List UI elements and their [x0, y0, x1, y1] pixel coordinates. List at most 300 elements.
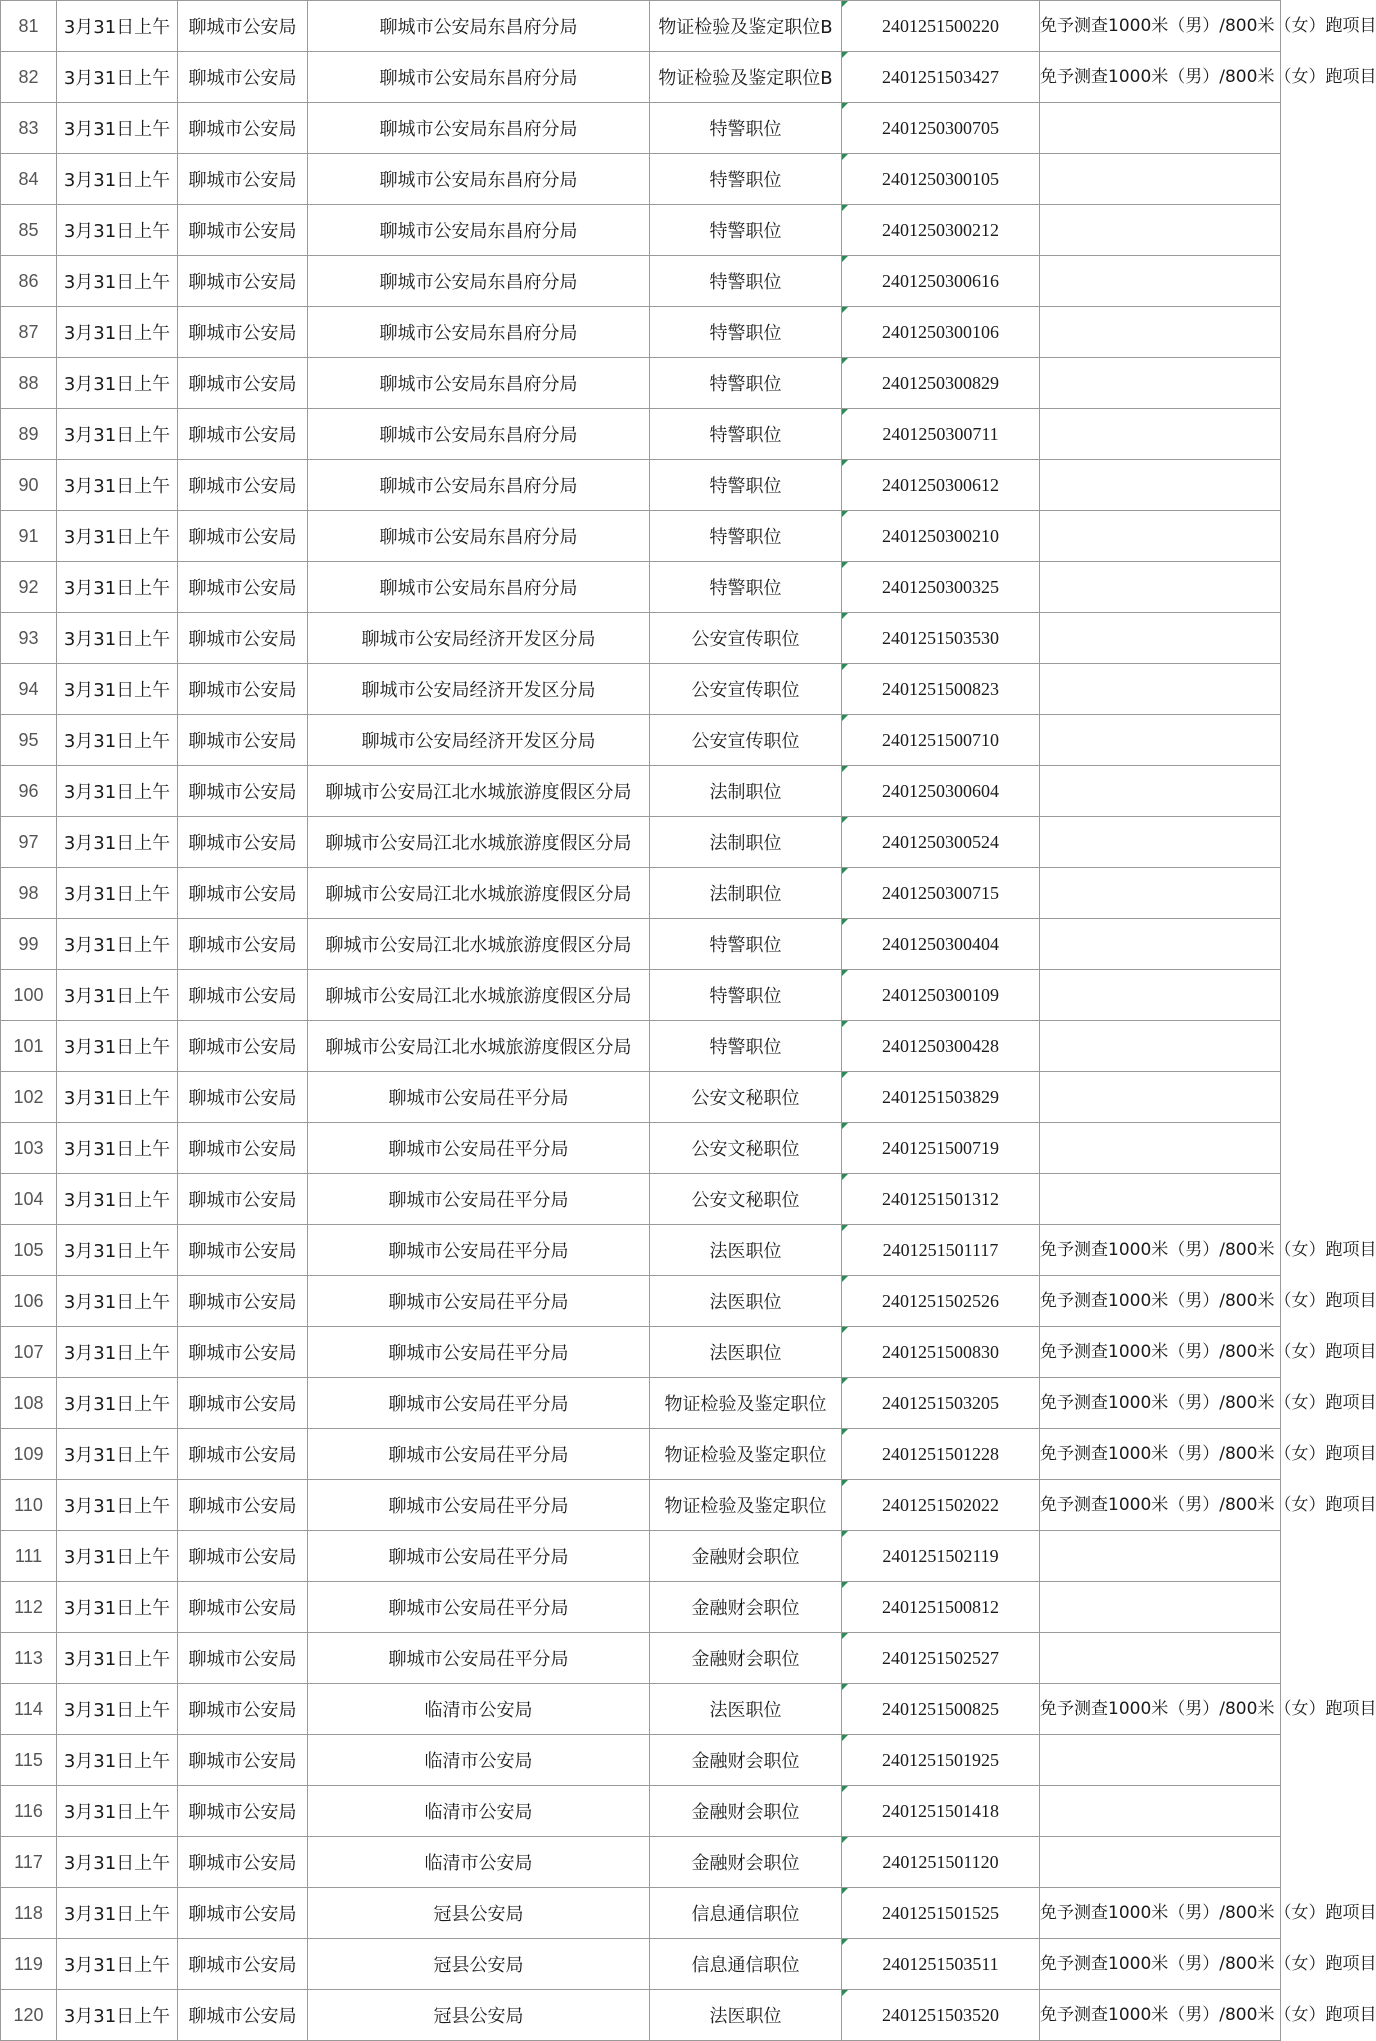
cell-note[interactable]: 免予测查1000米（男）/800米（女）跑项目 — [1040, 52, 1281, 103]
row-number[interactable]: 113 — [1, 1633, 57, 1684]
cell-date[interactable]: 3月31日上午 — [57, 1684, 178, 1735]
cell-unit[interactable]: 聊城市公安局经济开发区分局 — [308, 613, 650, 664]
cell-note[interactable] — [1040, 1021, 1281, 1072]
cell-ticket-number[interactable] — [842, 511, 1040, 562]
cell-date[interactable]: 3月31日上午 — [57, 1735, 178, 1786]
cell-date[interactable]: 3月31日上午 — [57, 256, 178, 307]
cell-date[interactable]: 3月31日上午 — [57, 1531, 178, 1582]
cell-unit[interactable]: 聊城市公安局茌平分局 — [308, 1276, 650, 1327]
table-row[interactable] — [1, 1480, 1281, 1531]
cell-note[interactable]: 免予测查1000米（男）/800米（女）跑项目 — [1040, 1225, 1281, 1276]
cell-note[interactable] — [1040, 1123, 1281, 1174]
cell-position[interactable]: 特警职位 — [650, 358, 842, 409]
cell-ticket-number[interactable] — [842, 715, 1040, 766]
cell-unit[interactable]: 聊城市公安局东昌府分局 — [308, 409, 650, 460]
table-row[interactable] — [1, 1072, 1281, 1123]
cell-ticket-number[interactable] — [842, 1327, 1040, 1378]
table-row[interactable] — [1, 1633, 1281, 1684]
cell-bureau[interactable]: 聊城市公安局 — [178, 1735, 308, 1786]
cell-bureau[interactable]: 聊城市公安局 — [178, 307, 308, 358]
cell-position[interactable]: 物证检验及鉴定职位 — [650, 1480, 842, 1531]
row-number[interactable]: 105 — [1, 1225, 57, 1276]
cell-ticket-number[interactable] — [842, 256, 1040, 307]
cell-position[interactable]: 特警职位 — [650, 205, 842, 256]
cell-position[interactable]: 法制职位 — [650, 868, 842, 919]
cell-unit[interactable]: 聊城市公安局东昌府分局 — [308, 256, 650, 307]
cell-position[interactable]: 法医职位 — [650, 1684, 842, 1735]
row-number[interactable]: 109 — [1, 1429, 57, 1480]
cell-date[interactable]: 3月31日上午 — [57, 715, 178, 766]
cell-note[interactable] — [1040, 1735, 1281, 1786]
cell-position[interactable]: 特警职位 — [650, 409, 842, 460]
cell-bureau[interactable]: 聊城市公安局 — [178, 1021, 308, 1072]
cell-unit[interactable]: 聊城市公安局江北水城旅游度假区分局 — [308, 919, 650, 970]
cell-date[interactable]: 3月31日上午 — [57, 613, 178, 664]
row-number[interactable]: 111 — [1, 1531, 57, 1582]
row-number[interactable]: 115 — [1, 1735, 57, 1786]
cell-position[interactable]: 信息通信职位 — [650, 1888, 842, 1939]
cell-ticket-number[interactable] — [842, 1888, 1040, 1939]
row-number[interactable]: 88 — [1, 358, 57, 409]
cell-ticket-number[interactable] — [842, 307, 1040, 358]
cell-unit[interactable]: 临清市公安局 — [308, 1684, 650, 1735]
cell-unit[interactable]: 聊城市公安局经济开发区分局 — [308, 715, 650, 766]
table-row[interactable] — [1, 460, 1281, 511]
cell-date[interactable]: 3月31日上午 — [57, 1990, 178, 2041]
cell-date[interactable]: 3月31日上午 — [57, 919, 178, 970]
cell-date[interactable]: 3月31日上午 — [57, 664, 178, 715]
cell-position[interactable]: 法医职位 — [650, 1276, 842, 1327]
row-number[interactable]: 104 — [1, 1174, 57, 1225]
cell-date[interactable]: 3月31日上午 — [57, 154, 178, 205]
cell-position[interactable]: 特警职位 — [650, 154, 842, 205]
cell-note[interactable] — [1040, 154, 1281, 205]
cell-ticket-number[interactable] — [842, 358, 1040, 409]
cell-ticket-number[interactable] — [842, 409, 1040, 460]
cell-date[interactable]: 3月31日上午 — [57, 409, 178, 460]
cell-note[interactable]: 免予测查1000米（男）/800米（女）跑项目 — [1040, 1378, 1281, 1429]
table-row[interactable] — [1, 1735, 1281, 1786]
cell-bureau[interactable]: 聊城市公安局 — [178, 970, 308, 1021]
cell-ticket-number[interactable] — [842, 1990, 1040, 2041]
table-row[interactable] — [1, 613, 1281, 664]
row-number[interactable]: 118 — [1, 1888, 57, 1939]
cell-position[interactable]: 公安宣传职位 — [650, 715, 842, 766]
cell-unit[interactable]: 聊城市公安局江北水城旅游度假区分局 — [308, 1021, 650, 1072]
cell-note[interactable] — [1040, 664, 1281, 715]
row-number[interactable]: 119 — [1, 1939, 57, 1990]
row-number[interactable]: 83 — [1, 103, 57, 154]
row-number[interactable]: 91 — [1, 511, 57, 562]
cell-bureau[interactable]: 聊城市公安局 — [178, 1837, 308, 1888]
cell-date[interactable]: 3月31日上午 — [57, 1939, 178, 1990]
table-row[interactable] — [1, 205, 1281, 256]
row-number[interactable]: 100 — [1, 970, 57, 1021]
table-row[interactable] — [1, 1123, 1281, 1174]
cell-bureau[interactable]: 聊城市公安局 — [178, 1888, 308, 1939]
row-number[interactable]: 89 — [1, 409, 57, 460]
cell-position[interactable]: 金融财会职位 — [650, 1582, 842, 1633]
cell-bureau[interactable]: 聊城市公安局 — [178, 562, 308, 613]
row-number[interactable]: 103 — [1, 1123, 57, 1174]
table-row[interactable] — [1, 409, 1281, 460]
cell-unit[interactable]: 聊城市公安局茌平分局 — [308, 1327, 650, 1378]
cell-bureau[interactable]: 聊城市公安局 — [178, 1, 308, 52]
table-row[interactable] — [1, 817, 1281, 868]
cell-bureau[interactable]: 聊城市公安局 — [178, 358, 308, 409]
cell-position[interactable]: 特警职位 — [650, 919, 842, 970]
cell-note[interactable] — [1040, 358, 1281, 409]
cell-position[interactable]: 信息通信职位 — [650, 1939, 842, 1990]
cell-unit[interactable]: 临清市公安局 — [308, 1837, 650, 1888]
cell-ticket-number[interactable] — [842, 1429, 1040, 1480]
cell-unit[interactable]: 聊城市公安局茌平分局 — [308, 1633, 650, 1684]
cell-unit[interactable]: 聊城市公安局东昌府分局 — [308, 511, 650, 562]
row-number[interactable]: 94 — [1, 664, 57, 715]
cell-note[interactable] — [1040, 613, 1281, 664]
cell-unit[interactable]: 冠县公安局 — [308, 1939, 650, 1990]
cell-bureau[interactable]: 聊城市公安局 — [178, 1684, 308, 1735]
cell-ticket-number[interactable] — [842, 817, 1040, 868]
table-row[interactable] — [1, 1378, 1281, 1429]
table-row[interactable] — [1, 562, 1281, 613]
cell-position[interactable]: 公安文秘职位 — [650, 1072, 842, 1123]
cell-bureau[interactable]: 聊城市公安局 — [178, 1225, 308, 1276]
cell-ticket-number[interactable] — [842, 1582, 1040, 1633]
cell-note[interactable] — [1040, 919, 1281, 970]
cell-bureau[interactable]: 聊城市公安局 — [178, 52, 308, 103]
cell-date[interactable]: 3月31日上午 — [57, 1888, 178, 1939]
cell-date[interactable]: 3月31日上午 — [57, 1786, 178, 1837]
cell-position[interactable]: 物证检验及鉴定职位 — [650, 1429, 842, 1480]
table-row[interactable] — [1, 1, 1281, 52]
cell-ticket-number[interactable] — [842, 664, 1040, 715]
cell-date[interactable]: 3月31日上午 — [57, 52, 178, 103]
cell-position[interactable]: 金融财会职位 — [650, 1837, 842, 1888]
table-row[interactable] — [1, 919, 1281, 970]
cell-note[interactable]: 免予测查1000米（男）/800米（女）跑项目 — [1040, 1888, 1281, 1939]
cell-unit[interactable]: 聊城市公安局茌平分局 — [308, 1531, 650, 1582]
cell-ticket-number[interactable] — [842, 1939, 1040, 1990]
cell-position[interactable]: 特警职位 — [650, 256, 842, 307]
cell-unit[interactable]: 临清市公安局 — [308, 1786, 650, 1837]
cell-ticket-number[interactable] — [842, 1174, 1040, 1225]
cell-unit[interactable]: 冠县公安局 — [308, 1888, 650, 1939]
cell-date[interactable]: 3月31日上午 — [57, 1429, 178, 1480]
cell-note[interactable]: 免予测查1000米（男）/800米（女）跑项目 — [1040, 1429, 1281, 1480]
row-number[interactable]: 108 — [1, 1378, 57, 1429]
cell-bureau[interactable]: 聊城市公安局 — [178, 664, 308, 715]
cell-note[interactable]: 免予测查1000米（男）/800米（女）跑项目 — [1040, 1939, 1281, 1990]
cell-ticket-number[interactable] — [842, 1021, 1040, 1072]
row-number[interactable]: 93 — [1, 613, 57, 664]
cell-position[interactable]: 特警职位 — [650, 562, 842, 613]
cell-bureau[interactable]: 聊城市公安局 — [178, 1429, 308, 1480]
cell-unit[interactable]: 聊城市公安局江北水城旅游度假区分局 — [308, 970, 650, 1021]
cell-note[interactable] — [1040, 1582, 1281, 1633]
cell-date[interactable]: 3月31日上午 — [57, 460, 178, 511]
cell-unit[interactable]: 冠县公安局 — [308, 1990, 650, 2041]
row-number[interactable]: 87 — [1, 307, 57, 358]
cell-position[interactable]: 法制职位 — [650, 766, 842, 817]
cell-unit[interactable]: 聊城市公安局江北水城旅游度假区分局 — [308, 766, 650, 817]
cell-date[interactable]: 3月31日上午 — [57, 1837, 178, 1888]
cell-bureau[interactable]: 聊城市公安局 — [178, 1633, 308, 1684]
cell-unit[interactable]: 聊城市公安局茌平分局 — [308, 1480, 650, 1531]
cell-unit[interactable]: 聊城市公安局东昌府分局 — [308, 562, 650, 613]
cell-bureau[interactable]: 聊城市公安局 — [178, 715, 308, 766]
cell-unit[interactable]: 聊城市公安局茌平分局 — [308, 1429, 650, 1480]
cell-bureau[interactable]: 聊城市公安局 — [178, 409, 308, 460]
cell-position[interactable]: 公安宣传职位 — [650, 613, 842, 664]
cell-bureau[interactable]: 聊城市公安局 — [178, 1786, 308, 1837]
cell-date[interactable]: 3月31日上午 — [57, 1633, 178, 1684]
cell-unit[interactable]: 聊城市公安局东昌府分局 — [308, 52, 650, 103]
cell-note[interactable] — [1040, 1531, 1281, 1582]
cell-ticket-number[interactable] — [842, 1123, 1040, 1174]
table-row[interactable] — [1, 1888, 1281, 1939]
cell-note[interactable] — [1040, 970, 1281, 1021]
cell-note[interactable] — [1040, 103, 1281, 154]
table-row[interactable] — [1, 256, 1281, 307]
cell-note[interactable] — [1040, 562, 1281, 613]
cell-position[interactable]: 特警职位 — [650, 1021, 842, 1072]
cell-ticket-number[interactable] — [842, 868, 1040, 919]
cell-unit[interactable]: 聊城市公安局东昌府分局 — [308, 358, 650, 409]
row-number[interactable]: 117 — [1, 1837, 57, 1888]
cell-note[interactable] — [1040, 1072, 1281, 1123]
cell-date[interactable]: 3月31日上午 — [57, 868, 178, 919]
cell-unit[interactable]: 聊城市公安局茌平分局 — [308, 1123, 650, 1174]
cell-date[interactable]: 3月31日上午 — [57, 1378, 178, 1429]
cell-bureau[interactable]: 聊城市公安局 — [178, 256, 308, 307]
table-row[interactable] — [1, 307, 1281, 358]
cell-note[interactable] — [1040, 868, 1281, 919]
cell-position[interactable]: 法医职位 — [650, 1225, 842, 1276]
cell-position[interactable]: 物证检验及鉴定职位B — [650, 1, 842, 52]
table-row[interactable] — [1, 1990, 1281, 2041]
cell-unit[interactable]: 聊城市公安局江北水城旅游度假区分局 — [308, 817, 650, 868]
cell-date[interactable]: 3月31日上午 — [57, 1021, 178, 1072]
cell-bureau[interactable]: 聊城市公安局 — [178, 103, 308, 154]
cell-note[interactable] — [1040, 460, 1281, 511]
cell-position[interactable]: 金融财会职位 — [650, 1735, 842, 1786]
table-row[interactable] — [1, 1684, 1281, 1735]
row-number[interactable]: 98 — [1, 868, 57, 919]
cell-date[interactable]: 3月31日上午 — [57, 1123, 178, 1174]
cell-bureau[interactable]: 聊城市公安局 — [178, 1174, 308, 1225]
cell-note[interactable] — [1040, 766, 1281, 817]
cell-bureau[interactable]: 聊城市公安局 — [178, 1378, 308, 1429]
cell-date[interactable]: 3月31日上午 — [57, 1072, 178, 1123]
cell-bureau[interactable]: 聊城市公安局 — [178, 460, 308, 511]
cell-ticket-number[interactable] — [842, 1837, 1040, 1888]
table-row[interactable] — [1, 664, 1281, 715]
cell-ticket-number[interactable] — [842, 1225, 1040, 1276]
cell-note[interactable]: 免予测查1000米（男）/800米（女）跑项目 — [1040, 1276, 1281, 1327]
cell-date[interactable]: 3月31日上午 — [57, 562, 178, 613]
cell-note[interactable] — [1040, 1174, 1281, 1225]
row-number[interactable]: 90 — [1, 460, 57, 511]
cell-date[interactable]: 3月31日上午 — [57, 1327, 178, 1378]
row-number[interactable]: 120 — [1, 1990, 57, 2041]
cell-bureau[interactable]: 聊城市公安局 — [178, 868, 308, 919]
table-row[interactable] — [1, 1276, 1281, 1327]
cell-bureau[interactable]: 聊城市公安局 — [178, 1327, 308, 1378]
cell-unit[interactable]: 聊城市公安局东昌府分局 — [308, 307, 650, 358]
cell-date[interactable]: 3月31日上午 — [57, 1, 178, 52]
table-row[interactable] — [1, 103, 1281, 154]
cell-bureau[interactable]: 聊城市公安局 — [178, 154, 308, 205]
cell-date[interactable]: 3月31日上午 — [57, 1225, 178, 1276]
cell-bureau[interactable]: 聊城市公安局 — [178, 1939, 308, 1990]
cell-note[interactable]: 免予测查1000米（男）/800米（女）跑项目 — [1040, 1, 1281, 52]
table-row[interactable] — [1, 1531, 1281, 1582]
cell-date[interactable]: 3月31日上午 — [57, 970, 178, 1021]
cell-bureau[interactable]: 聊城市公安局 — [178, 919, 308, 970]
cell-note[interactable] — [1040, 1837, 1281, 1888]
cell-position[interactable]: 特警职位 — [650, 511, 842, 562]
cell-date[interactable]: 3月31日上午 — [57, 1276, 178, 1327]
cell-ticket-number[interactable] — [842, 460, 1040, 511]
row-number[interactable]: 112 — [1, 1582, 57, 1633]
cell-note[interactable] — [1040, 1786, 1281, 1837]
cell-position[interactable]: 金融财会职位 — [650, 1633, 842, 1684]
row-number[interactable]: 102 — [1, 1072, 57, 1123]
table-row[interactable] — [1, 1174, 1281, 1225]
cell-ticket-number[interactable] — [842, 766, 1040, 817]
table-row[interactable] — [1, 1327, 1281, 1378]
cell-date[interactable]: 3月31日上午 — [57, 307, 178, 358]
cell-note[interactable] — [1040, 511, 1281, 562]
cell-ticket-number[interactable] — [842, 1, 1040, 52]
cell-note[interactable]: 免予测查1000米（男）/800米（女）跑项目 — [1040, 1480, 1281, 1531]
cell-note[interactable] — [1040, 205, 1281, 256]
row-number[interactable]: 107 — [1, 1327, 57, 1378]
cell-unit[interactable]: 聊城市公安局茌平分局 — [308, 1174, 650, 1225]
cell-bureau[interactable]: 聊城市公安局 — [178, 1480, 308, 1531]
cell-ticket-number[interactable] — [842, 1072, 1040, 1123]
row-number[interactable]: 99 — [1, 919, 57, 970]
cell-date[interactable]: 3月31日上午 — [57, 511, 178, 562]
table-row[interactable] — [1, 511, 1281, 562]
table-row[interactable] — [1, 1582, 1281, 1633]
table-row[interactable] — [1, 1939, 1281, 1990]
cell-ticket-number[interactable] — [842, 1786, 1040, 1837]
table-row[interactable] — [1, 1837, 1281, 1888]
cell-ticket-number[interactable] — [842, 562, 1040, 613]
table-row[interactable] — [1, 52, 1281, 103]
row-number[interactable]: 96 — [1, 766, 57, 817]
cell-ticket-number[interactable] — [842, 1633, 1040, 1684]
cell-ticket-number[interactable] — [842, 52, 1040, 103]
table-row[interactable] — [1, 1225, 1281, 1276]
cell-date[interactable]: 3月31日上午 — [57, 1174, 178, 1225]
row-number[interactable]: 106 — [1, 1276, 57, 1327]
cell-note[interactable] — [1040, 715, 1281, 766]
cell-unit[interactable]: 聊城市公安局茌平分局 — [308, 1072, 650, 1123]
cell-ticket-number[interactable] — [842, 154, 1040, 205]
cell-note[interactable] — [1040, 817, 1281, 868]
table-row[interactable] — [1, 1429, 1281, 1480]
cell-date[interactable]: 3月31日上午 — [57, 766, 178, 817]
cell-position[interactable]: 公安宣传职位 — [650, 664, 842, 715]
cell-note[interactable]: 免予测查1000米（男）/800米（女）跑项目 — [1040, 1327, 1281, 1378]
cell-ticket-number[interactable] — [842, 1531, 1040, 1582]
cell-date[interactable]: 3月31日上午 — [57, 1480, 178, 1531]
cell-ticket-number[interactable] — [842, 613, 1040, 664]
row-number[interactable]: 85 — [1, 205, 57, 256]
cell-position[interactable]: 特警职位 — [650, 460, 842, 511]
cell-bureau[interactable]: 聊城市公安局 — [178, 1582, 308, 1633]
table-row[interactable] — [1, 868, 1281, 919]
cell-bureau[interactable]: 聊城市公安局 — [178, 205, 308, 256]
cell-unit[interactable]: 聊城市公安局茌平分局 — [308, 1582, 650, 1633]
cell-position[interactable]: 物证检验及鉴定职位B — [650, 52, 842, 103]
row-number[interactable]: 101 — [1, 1021, 57, 1072]
table-row[interactable] — [1, 1021, 1281, 1072]
row-number[interactable]: 92 — [1, 562, 57, 613]
cell-unit[interactable]: 临清市公安局 — [308, 1735, 650, 1786]
cell-bureau[interactable]: 聊城市公安局 — [178, 1072, 308, 1123]
cell-bureau[interactable]: 聊城市公安局 — [178, 817, 308, 868]
table-row[interactable] — [1, 766, 1281, 817]
cell-date[interactable]: 3月31日上午 — [57, 358, 178, 409]
cell-note[interactable]: 免予测查1000米（男）/800米（女）跑项目 — [1040, 1684, 1281, 1735]
row-number[interactable]: 82 — [1, 52, 57, 103]
cell-position[interactable]: 特警职位 — [650, 970, 842, 1021]
cell-position[interactable]: 公安文秘职位 — [650, 1174, 842, 1225]
cell-date[interactable]: 3月31日上午 — [57, 1582, 178, 1633]
cell-ticket-number[interactable] — [842, 1684, 1040, 1735]
cell-position[interactable]: 法制职位 — [650, 817, 842, 868]
cell-date[interactable]: 3月31日上午 — [57, 817, 178, 868]
cell-bureau[interactable]: 聊城市公安局 — [178, 613, 308, 664]
cell-unit[interactable]: 聊城市公安局茌平分局 — [308, 1225, 650, 1276]
row-number[interactable]: 110 — [1, 1480, 57, 1531]
row-number[interactable]: 114 — [1, 1684, 57, 1735]
cell-unit[interactable]: 聊城市公安局东昌府分局 — [308, 460, 650, 511]
table-row[interactable] — [1, 1786, 1281, 1837]
cell-bureau[interactable]: 聊城市公安局 — [178, 1276, 308, 1327]
cell-bureau[interactable]: 聊城市公安局 — [178, 766, 308, 817]
table-row[interactable] — [1, 358, 1281, 409]
cell-ticket-number[interactable] — [842, 205, 1040, 256]
cell-unit[interactable]: 聊城市公安局江北水城旅游度假区分局 — [308, 868, 650, 919]
cell-note[interactable] — [1040, 409, 1281, 460]
cell-position[interactable]: 特警职位 — [650, 103, 842, 154]
cell-unit[interactable]: 聊城市公安局东昌府分局 — [308, 103, 650, 154]
cell-bureau[interactable]: 聊城市公安局 — [178, 1531, 308, 1582]
cell-position[interactable]: 金融财会职位 — [650, 1786, 842, 1837]
cell-note[interactable] — [1040, 256, 1281, 307]
cell-bureau[interactable]: 聊城市公安局 — [178, 1123, 308, 1174]
cell-unit[interactable]: 聊城市公安局东昌府分局 — [308, 205, 650, 256]
cell-position[interactable]: 法医职位 — [650, 1990, 842, 2041]
cell-note[interactable]: 免予测查1000米（男）/800米（女）跑项目 — [1040, 1990, 1281, 2041]
cell-unit[interactable]: 聊城市公安局东昌府分局 — [308, 1, 650, 52]
cell-ticket-number[interactable] — [842, 103, 1040, 154]
row-number[interactable]: 97 — [1, 817, 57, 868]
cell-ticket-number[interactable] — [842, 970, 1040, 1021]
cell-date[interactable]: 3月31日上午 — [57, 103, 178, 154]
cell-ticket-number[interactable] — [842, 1378, 1040, 1429]
cell-ticket-number[interactable] — [842, 1735, 1040, 1786]
row-number[interactable]: 116 — [1, 1786, 57, 1837]
row-number[interactable]: 95 — [1, 715, 57, 766]
cell-note[interactable] — [1040, 307, 1281, 358]
table-row[interactable] — [1, 715, 1281, 766]
